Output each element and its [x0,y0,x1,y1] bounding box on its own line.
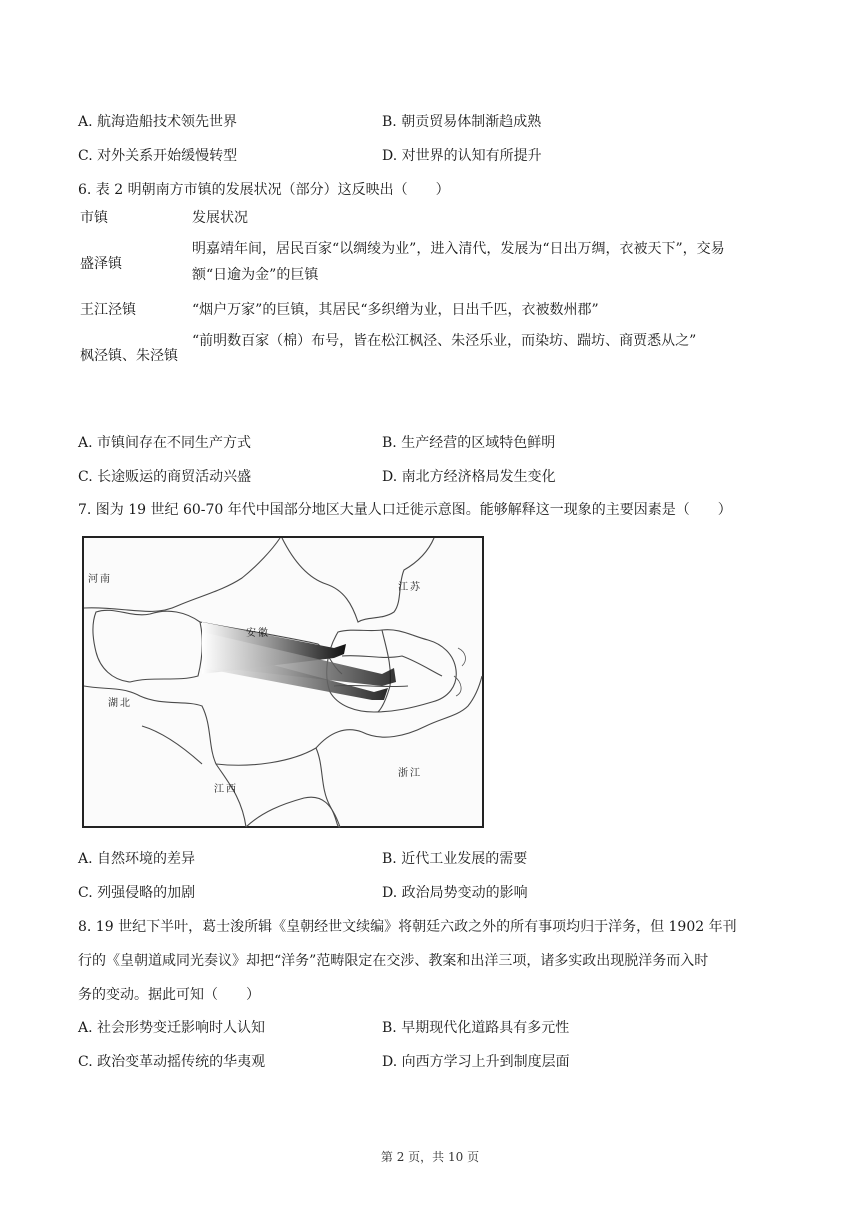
table-cell-status: “烟户万家”的巨镇，其居民“多织缯为业，日出千匹，衣被数州郡” [192,302,599,318]
map-label-hubei: 湖北 [108,698,132,709]
map-label-jiangsu: 江苏 [398,582,422,593]
table-cell-town: 王江泾镇 [80,302,136,318]
table-cell-status: “前明数百家（棉）布号，皆在松江枫泾、朱泾乐业，而染坊、踹坊、商贾悉从之” [192,333,697,349]
q8-stem-line-2: 行的《皇朝道咸同光奏议》却把“洋务”范畴限定在交涉、教案和出洋三项，诸多实政出现脱洋务而入时 [78,953,709,969]
table-cell-status: 明嘉靖年间，居民百家“以绸绫为业”，进入清代，发展为“日出万绸，衣被天下”，交易额“日逾为金”的巨镇 [192,241,725,283]
q7-option-a: A. 自然环境的差异 [78,851,196,867]
page-number: 第 2 页，共 10 页 [380,1150,480,1164]
q8-option-a: A. 社会形势变迁影响时人认知 [78,1020,266,1036]
migration-map [82,536,484,828]
q7-option-d: D. 政治局势变动的影响 [382,885,528,901]
q6-option-a: A. 市镇间存在不同生产方式 [78,435,252,451]
q6-option-d: D. 南北方经济格局发生变化 [382,469,556,485]
q5-option-d: D. 对世界的认知有所提升 [382,148,542,164]
q5-option-c: C. 对外关系开始缓慢转型 [78,148,238,164]
map-label-zhejiang: 浙江 [398,768,422,779]
q5-option-b: B. 朝贡贸易体制渐趋成熟 [382,114,542,130]
q6-stem: 6. 表 2 明朝南方市镇的发展状况（部分）这反映出（ ） [78,182,450,198]
q7-stem: 7. 图为 19 世纪 60-70 年代中国部分地区大量人口迁徙示意图。能够解释这一现象的主要因素是（ ） [78,502,732,518]
table-cell-town: 盛泽镇 [80,256,122,272]
q8-option-d: D. 向西方学习上升到制度层面 [382,1054,570,1070]
map-label-henan: 河南 [88,574,112,585]
q7-option-b: B. 近代工业发展的需要 [382,851,528,867]
q8-option-c: C. 政治变革动摇传统的华夷观 [78,1054,266,1070]
q6-option-c: C. 长途贩运的商贸活动兴盛 [78,469,252,485]
q7-option-c: C. 列强侵略的加剧 [78,885,196,901]
table-header-town: 市镇 [80,210,108,226]
q8-option-b: B. 早期现代化道路具有多元性 [382,1020,570,1036]
table-header-status: 发展状况 [192,210,248,226]
q5-option-a: A. 航海造船技术领先世界 [78,114,238,130]
map-label-jiangxi: 江西 [214,784,238,795]
q8-stem-line-3: 务的变动。据此可知（ ） [78,987,260,1003]
q8-stem-line-1: 8. 19 世纪下半叶，葛士浚所辑《皇朝经世文续编》将朝廷六政之外的所有事项均归于洋务，但 1902 年刊 [78,919,737,935]
q6-option-b: B. 生产经营的区域特色鲜明 [382,435,556,451]
table-cell-town: 枫泾镇、朱泾镇 [80,348,178,364]
map-label-anhui: 安徽 [246,628,270,639]
